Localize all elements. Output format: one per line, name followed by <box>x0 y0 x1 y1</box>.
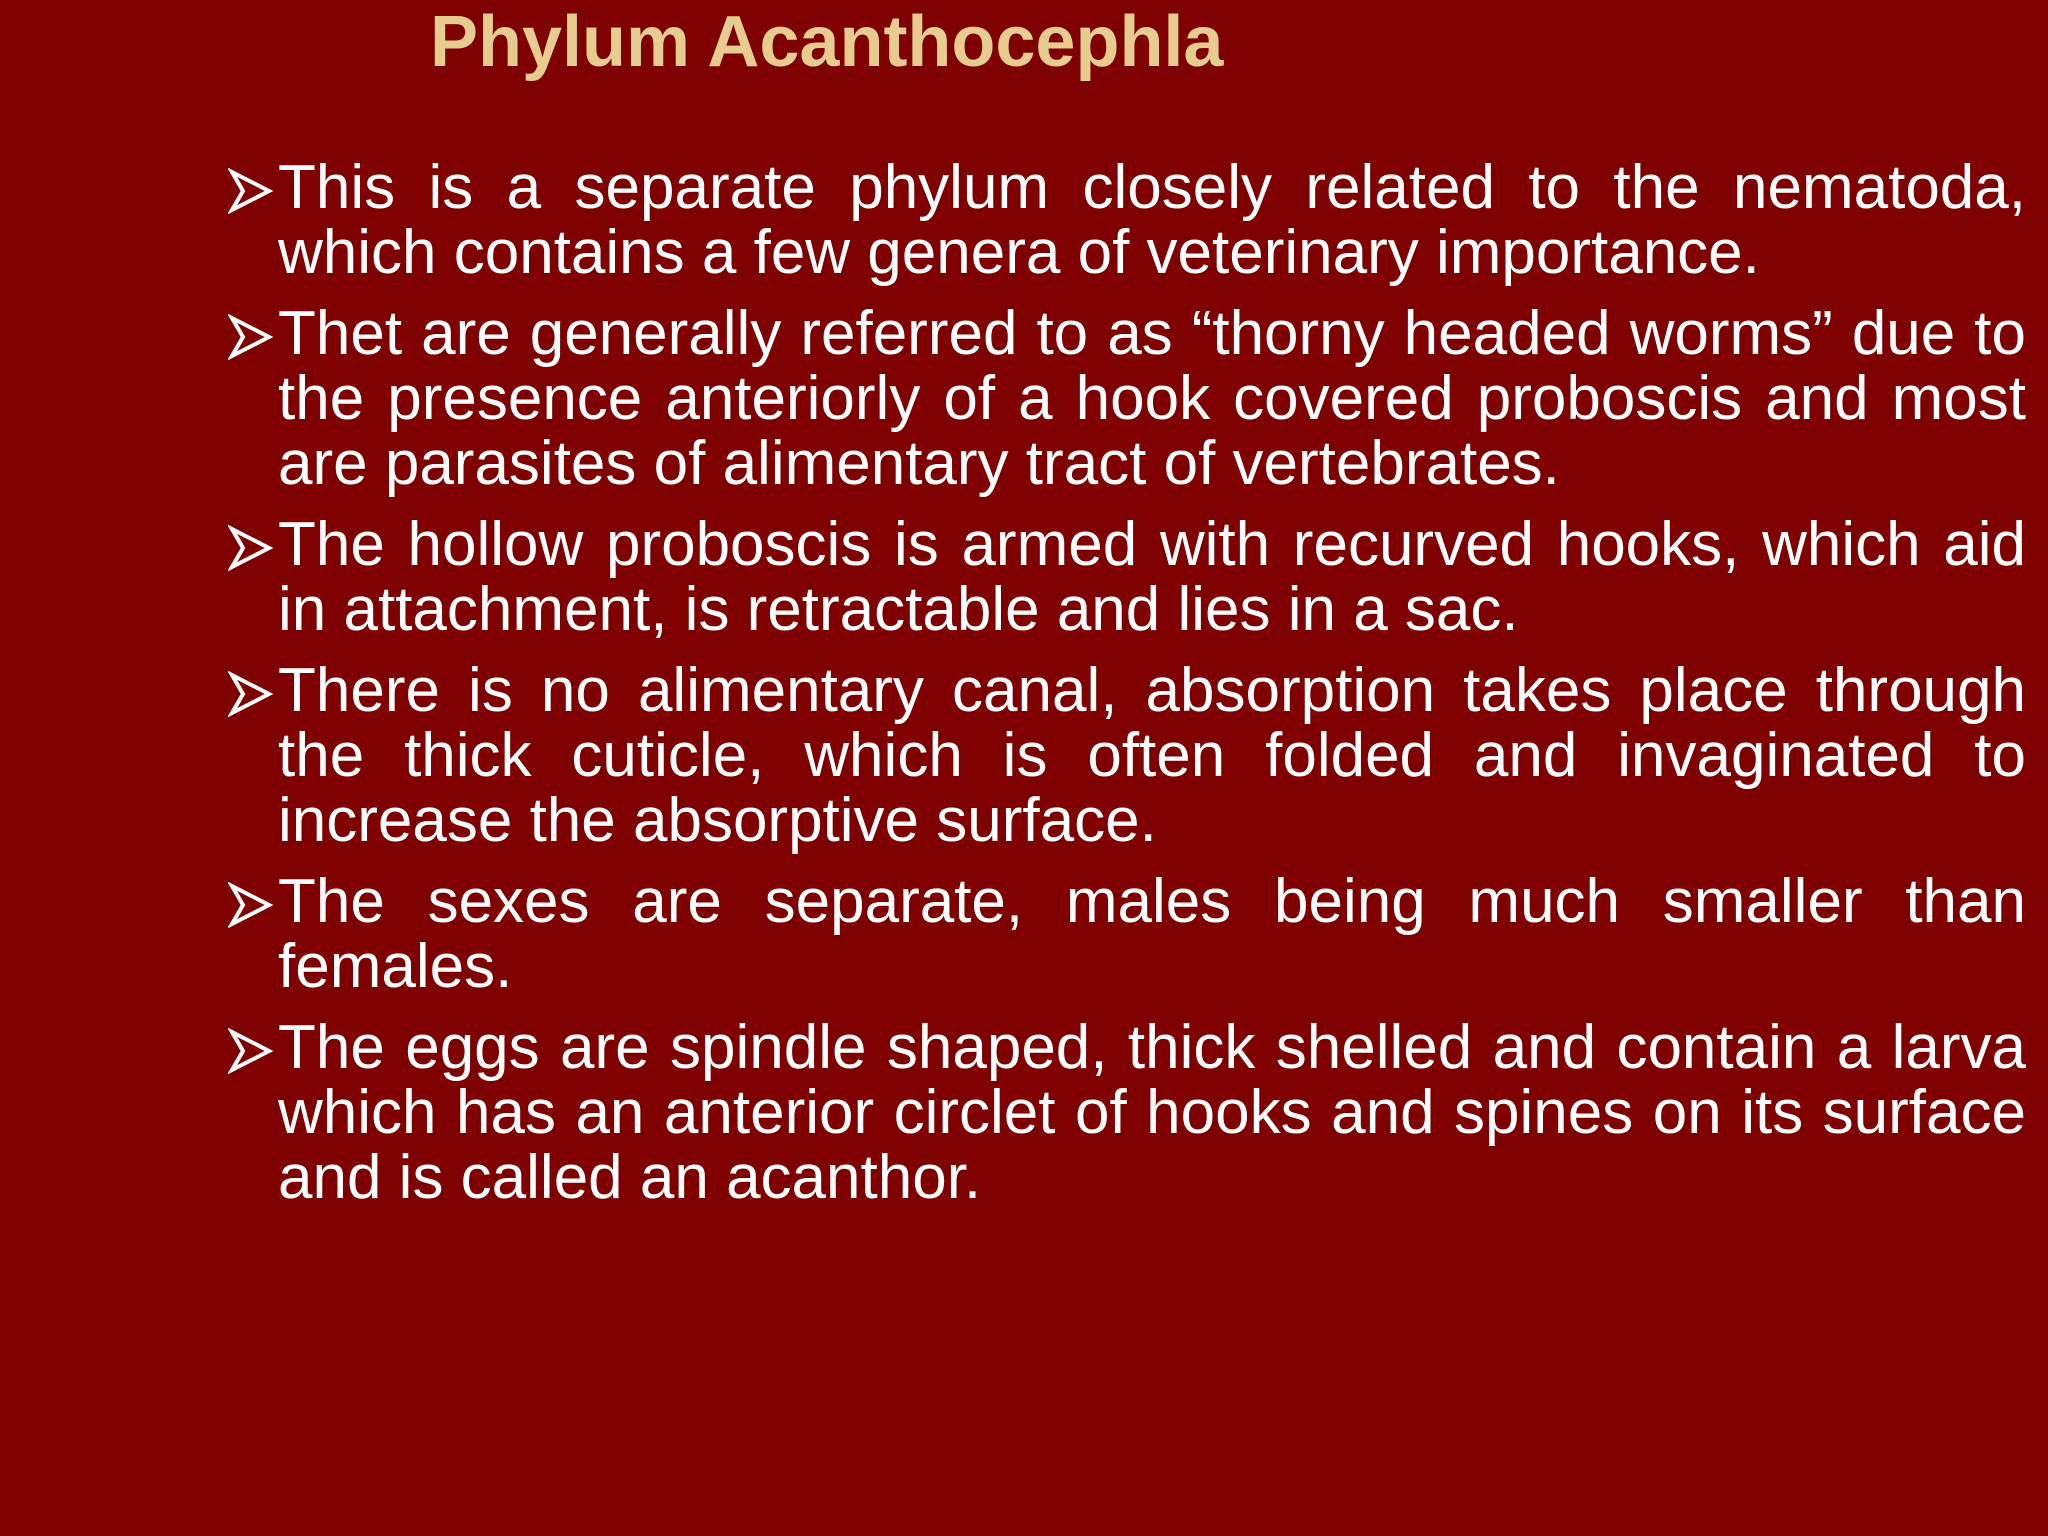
bullet-text: The hollow proboscis is armed with recurved hooks, which aid in attachment, is retractable and lies in a sac. <box>278 510 2026 644</box>
bullet-item <box>228 155 2026 285</box>
arrow-bullet-icon <box>228 869 274 934</box>
arrow-bullet-icon <box>228 301 274 366</box>
arrow-bullet-icon <box>228 512 274 577</box>
bullet-item <box>228 658 2026 853</box>
bullet-item <box>228 1015 2026 1210</box>
bullet-text: This is a separate phylum closely related to the nematoda, which contains a few genera of veterinary importance. <box>278 153 2026 287</box>
bullet-item <box>228 301 2026 496</box>
arrow-bullet-icon <box>228 1015 274 1080</box>
bullet-text: The sexes are separate, males being much smaller than females. <box>278 867 2026 1001</box>
bullet-item <box>228 512 2026 642</box>
arrow-bullet-icon <box>228 658 274 723</box>
bullet-text: The eggs are spindle shaped, thick shelled and contain a larva which has an anterior circlet of hooks and spines on its surface and is called an acanthor. <box>278 1013 2026 1212</box>
bullet-text: Thet are generally referred to as “thorny headed worms” due to the presence anteriorly of a hook covered proboscis and most are parasites of alimentary tract of vertebrates. <box>278 299 2026 498</box>
bullet-list <box>228 155 2026 1226</box>
bullet-item <box>228 869 2026 999</box>
arrow-bullet-icon <box>228 155 274 220</box>
bullet-text: There is no alimentary canal, absorption takes place through the thick cuticle, which is often folded and invaginated to increase the absorptive surface. <box>278 656 2026 855</box>
slide-title: Phylum Acanthocephla <box>430 2 1224 82</box>
